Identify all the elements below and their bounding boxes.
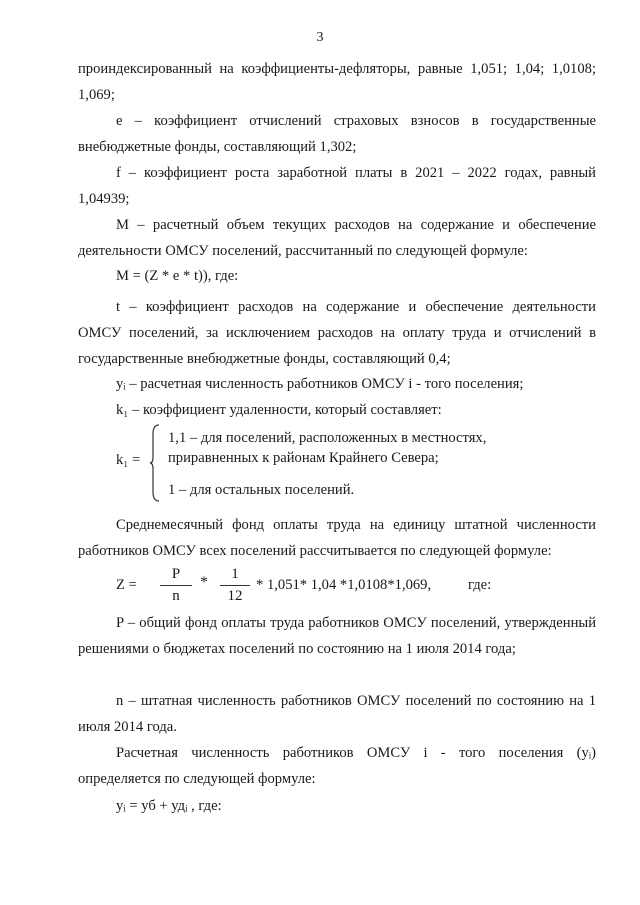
k1-label: k₁ = [116, 452, 141, 468]
fraction-denominator: 12 [227, 588, 243, 604]
left-brace-icon [150, 424, 160, 502]
page-number: 3 [316, 30, 324, 45]
fraction-numerator: P [171, 566, 181, 582]
formula-yi: yᵢ = уб + удᵢ , где: [116, 798, 222, 814]
z-multipliers: * 1,051* 1,04 *1,0108*1,069, [256, 577, 432, 593]
k1-case-2: 1 – для остальных поселений. [168, 482, 355, 498]
paragraph-yi-intro: Расчетная численность работников ОМСУ i - того поселения (yᵢ) определяется по следующей формуле: [78, 745, 596, 787]
k1-case-1-line-1: 1,1 – для поселений, расположенных в местностях, [168, 430, 487, 446]
paragraph-m-definition: M – расчетный объем текущих расходов на содержание и обеспечение деятельности ОМСУ поселений, рассчитанный по следующей формуле: [78, 217, 596, 259]
paragraph-n-definition: n – штатная численность работников ОМСУ поселений по состоянию на 1 июля 2014 года. [78, 693, 596, 735]
formula-m: M = (Z * e * t)), где: [116, 268, 239, 284]
paragraph-p-definition: P – общий фонд оплаты труда работников ОМСУ поселений, утвержденный решениями о бюджетах поселений по состоянию на 1 июля 2014 года; [78, 615, 596, 657]
paragraph-yi: yᵢ – расчетная численность работников ОМСУ i - того поселения; [116, 376, 524, 392]
fraction-bar [220, 585, 250, 586]
paragraph-coefficient-t: t – коэффициент расходов на содержание и обеспечение деятельности ОМСУ поселений, за исключением расходов на оплату труда и отчислений в государственные внебюджетные фонды, составляющий 0,4; [78, 299, 596, 367]
paragraph-coefficient-e: e – коэффициент отчислений страховых взносов в государственные внебюджетные фонды, составляющий 1,302; [78, 113, 596, 155]
z-where: где: [468, 577, 492, 593]
fraction-bar [160, 585, 192, 586]
fraction-p-over-n [160, 566, 192, 605]
paragraph-coefficient-f: f – коэффициент роста заработной платы в 2021 – 2022 годах, равный 1,04939; [78, 165, 596, 207]
k1-case-1-line-2: приравненных к районам Крайнего Севера; [168, 450, 439, 466]
fraction-denominator: n [172, 588, 180, 604]
paragraph-k1: k₁ – коэффициент удаленности, который составляет: [116, 402, 442, 418]
fraction-one-over-twelve [220, 566, 250, 605]
z-label: Z = [116, 577, 137, 593]
multiply-sign: * [200, 574, 208, 591]
fraction-numerator: 1 [231, 566, 239, 582]
paragraph-z-intro: Среднемесячный фонд оплаты труда на единицу штатной численности работников ОМСУ всех поселений рассчитывается по следующей формуле: [78, 517, 596, 559]
paragraph-deflators: проиндексированный на коэффициенты-дефляторы, равные 1,051; 1,04; 1,0108; 1,069; [78, 61, 596, 103]
